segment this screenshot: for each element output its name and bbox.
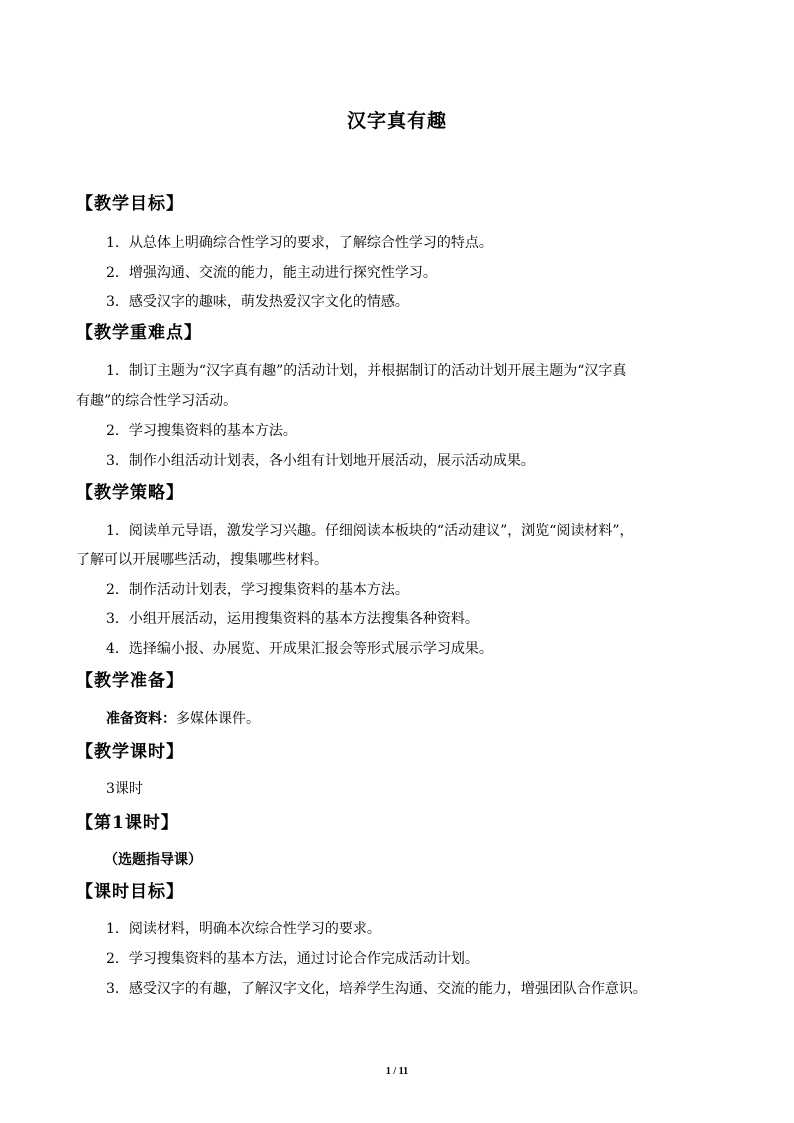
strategy-item-continuation: 了解可以开展哪些活动，搜集哪些材料。 (76, 552, 328, 568)
section-heading-goals: 【教学目标】 (76, 194, 184, 214)
goal-item: 1．从总体上明确综合性学习的要求，了解综合性学习的特点。 (106, 235, 493, 251)
strategy-item: 3．小组开展活动，运用搜集资料的基本方法搜集各种资料。 (106, 611, 479, 627)
section-heading-lesson-1: 【第1课时】 (76, 813, 179, 833)
key-point-item: 3．制作小组活动计划表，各小组有计划地开展活动，展示活动成果。 (106, 453, 535, 469)
strategy-item: 4．选择编小报、办展览、开成果汇报会等形式展示学习成果。 (106, 641, 493, 657)
strategy-item: 2．制作活动计划表，学习搜集资料的基本方法。 (106, 582, 409, 598)
strategy-item: 1．阅读单元导语，激发学习兴趣。仔细阅读本板块的“活动建议”，浏览“阅读材料”， (106, 523, 634, 539)
lesson-1-subtitle: （选题指导课） (104, 852, 202, 868)
key-point-item: 2．学习搜集资料的基本方法。 (106, 423, 297, 439)
preparation-label: 准备资料： (106, 711, 176, 727)
key-point-item-continuation: 有趣”的综合性学习活动。 (76, 393, 238, 409)
class-hours-text: 3课时 (106, 781, 143, 797)
key-point-item: 1．制订主题为“汉字真有趣”的活动计划，并根据制订的活动计划开展主题为“汉字真 (106, 363, 627, 379)
section-heading-class-hours: 【教学课时】 (76, 742, 184, 762)
page-number: 1 / 11 (385, 1066, 409, 1077)
section-heading-key-points: 【教学重难点】 (76, 323, 202, 343)
section-heading-strategy: 【教学策略】 (76, 483, 184, 503)
goal-item: 2．增强沟通、交流的能力，能主动进行探究性学习。 (106, 265, 437, 281)
preparation-line (106, 708, 260, 728)
section-heading-preparation: 【教学准备】 (76, 671, 184, 691)
lesson-goal-item: 1．阅读材料，明确本次综合性学习的要求。 (106, 921, 381, 937)
section-heading-lesson-goals: 【课时目标】 (76, 882, 184, 902)
goal-item: 3．感受汉字的趣味，萌发热爱汉字文化的情感。 (106, 294, 409, 310)
preparation-text: 多媒体课件。 (176, 711, 260, 727)
lesson-goal-item: 2．学习搜集资料的基本方法，通过讨论合作完成活动计划。 (106, 951, 479, 967)
document-title: 汉字真有趣 (346, 110, 447, 132)
lesson-goal-item: 3．感受汉字的有趣，了解汉字文化，培养学生沟通、交流的能力，增强团队合作意识。 (106, 981, 647, 997)
